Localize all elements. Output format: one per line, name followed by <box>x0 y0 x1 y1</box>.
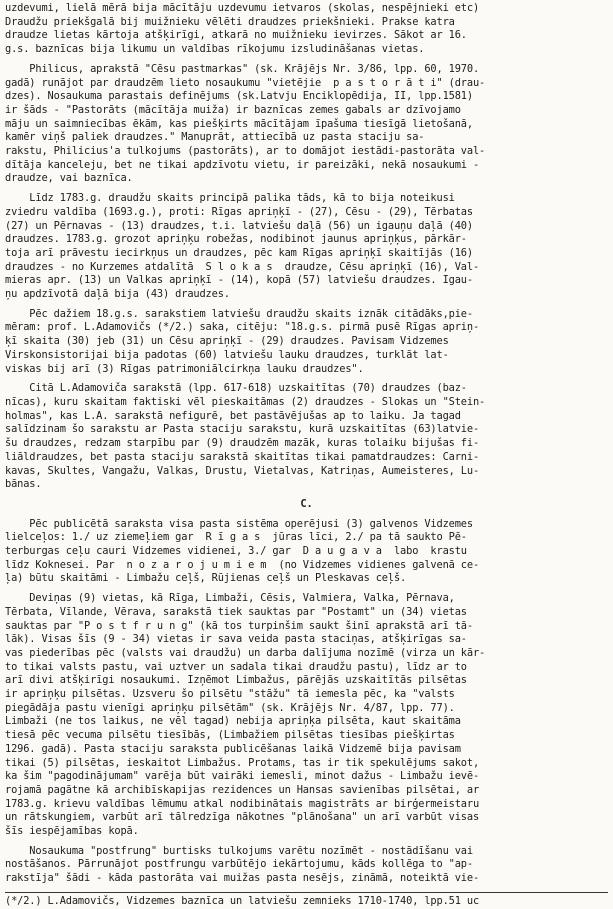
text-line: terburgas ceļu cauri Vidzemes vidienei, 3./ gar D a u g a v a labo krastu <box>5 545 467 558</box>
text-line: dītāja kanceleju, bet ne tikai apdzīvotu vietu, ir pareizāki, nekā nosaukumi - <box>5 158 480 171</box>
text-line: rakstīja" šādi - kāda pastorāta vai muižas pasta nesējs, zināmā, noteiktā vie- <box>5 872 480 885</box>
text-line: līdz Koknesei. Par n o z a r o j u m i e m (no Vidzemes vidienes galvenā ce- <box>5 558 480 571</box>
text-line: draudzes - no Kurzemes atdalītā S l o k a s draudze, Cēsu apriņķī (16), Val- <box>5 260 480 273</box>
text-line: sauktas par "P o s t f r u n g" (kā tos turpinšim saukt šinī aprakstā arī tā- <box>5 619 473 632</box>
text-line: ņu apdzīvotā daļā bija (43) draudzes. <box>5 288 230 301</box>
text-line: arī divi atšķirīgi nosaukumi. Izņēmot Limbažus, pārējās uzskaitītās pilsētas <box>5 674 467 687</box>
text-line: dzes). Nosaukuma parastais definējums (sk.Latvju Enciklopēdija, II, lpp.1581) <box>5 90 473 103</box>
text-line: Draudžu priekšgalā bij muižnieku vēlēti draudzes priekšnieki. Prakse katra <box>5 15 455 28</box>
text-line: mieras apr. (13) un Valkas apriņķī - (14), kopā (57) latviešu draudzes. Igau- <box>5 274 473 287</box>
text-line: tiesā pēc vecuma pilsētu tiesībās, (Limbažiem pilsētas tiesības piešķirtas <box>5 729 455 742</box>
text-line: nīcas), kuru skaitam faktiski vēl pieskaitāmas (2) draudzes - Slokas un "Stein- <box>5 395 486 408</box>
text-line: ķī skaita (30) jeb (31) un Cēsu apriņķī - (29) draudzes. Pavisam Vidzemes <box>5 335 449 348</box>
text-line: (27) un Pērnavas - (13) draudzes, t.i. latviešu daļā (56) un igauņu daļā (40) <box>5 219 473 232</box>
text-line: ir šāds - "Pastorāts (mācītāja muiža) ir baznīcas zemes gabals ar dzīvojamo <box>5 103 461 116</box>
text-line: zviedru valdība (1693.g.), proti: Rīgas apriņķī - (27), Cēsu - (29), Tērbatas <box>5 205 473 218</box>
text-line: salīdzinam šo sarakstu ar Pasta staciju sarakstu, kurā uzskaitītas (63)latvie- <box>5 423 480 436</box>
text-line: mēram: prof. L.Adamovičs (*/2.) saka, citēju: "18.g.s. pirmā pusē Rīgas apriņ- <box>5 321 480 334</box>
text-line: 1783.g. krievu valdības lēmumu atkal nodibinātais magistrāts ar birģermeistaru <box>5 797 480 810</box>
section-heading: C. <box>300 497 313 510</box>
text-line: Virskonsistorijai bija padotas (60) latviešu lauku draudzes, turklāt lat- <box>5 348 449 361</box>
text-line: kamēr viņš paliek draudzes." Manuprāt, attiecībā uz pasta staciju sa- <box>5 131 425 144</box>
paragraph-3 <box>5 192 608 302</box>
text-line: tikai (5) pilsētas, ieskaitot Limbažus. Protams, tas ir tik spekulējums sakot, <box>5 756 480 769</box>
footnote: (*/2.) L.Adamovičs, Vidzemes baznīca un latviešu zemnieks 1710-1740, lpp.51 uc <box>5 894 480 907</box>
text-line: draudzes. 1783.g. grozot apriņķu robežas, nodibinot jaunus apriņķus, pārkār- <box>5 233 467 246</box>
text-line: kavas, Skultes, Vangažu, Valkas, Drustu, Vietalvas, Katriņas, Aumeisteres, Lu- <box>5 464 480 477</box>
text-line: viskas bij arī (3) Rīgas patrimoniālcirkņa lauku draudzes". <box>5 362 364 375</box>
paragraph-2 <box>5 63 608 186</box>
text-line: rojamā pagātne kā archibīskapijas rezidences un Hansas savienības pilsētai, ar <box>5 783 480 796</box>
text-line: liāldraudzes, bet pasta staciju sarakstā skaitītas tikai pamatdraudzes: Carni- <box>5 450 480 463</box>
text-line: šīs iespējamības kopā. <box>5 825 139 838</box>
text-line: lāk). Visas šīs (9 - 34) vietas ir sava veida pasta staciņas, atšķirīgas sa- <box>5 633 467 646</box>
text-line: māju un saimniecības ēkām, kas piešķirts mācītājam īpašuma tiesīgā lietošanā, <box>5 117 473 130</box>
text-line: holmas", kas L.A. sarakstā nefigurē, bet pastāvējušas ap to laiku. Ja tagad <box>5 409 461 422</box>
text-line: piegādāja pastu vienīgi apriņķu pilsētām" (sk. Krājējs Nr. 4/87, lpp. 77). <box>5 701 455 714</box>
text-line: Pēc publicētā saraksta visa pasta sistēma operējusi (3) galvenos Vidzemes <box>5 517 473 530</box>
text-line: to tikai valsts pastu, vai uztver un sadala tikai draudžu pastu), līdz ar to <box>5 660 467 673</box>
text-line: Limbaži (ne tos laikus, ne vēl tagad) nebija apriņķa pilsēta, kaut skaitāma <box>5 715 461 728</box>
text-line: Nosaukuma "postfrung" burtisks tulkojums varētu nozīmēt - nostādīšanu vai <box>5 844 473 857</box>
footnote-divider <box>5 892 608 893</box>
text-line: Līdz 1783.g. draudžu skaits principā palika tāds, kā to bija noteikusi <box>5 192 455 205</box>
text-line: Philicus, aprakstā "Cēsu pastmarkas" (sk. Krājējs Nr. 3/86, lpp. 60, 1970. <box>5 62 480 75</box>
text-line: bānas. <box>5 478 42 491</box>
paragraph-6 <box>5 518 608 587</box>
text-line: g.s. baznīcas bija likumu un valdības rīkojumu izsludināšanas vietas. <box>5 43 425 56</box>
text-line: lielceļos: 1./ uz ziemeļiem gar R ī g a s jūras līci, 2./ pa tā saukto Pē- <box>5 531 467 544</box>
paragraph-5 <box>5 382 608 492</box>
text-line: Tērbata, Vīlande, Vērava, sarakstā tiek sauktas par "Postamt" un (34) vietas <box>5 605 467 618</box>
text-line: vas piederības pēc (valsts vai draudžu) un darba dalījuma nozīmē (virza un kār- <box>5 646 486 659</box>
text-line: uzdevumi, lielā mērā bija mācītāju uzdevumu ietvaros (skolas, nespējnieki etc) <box>5 2 480 14</box>
text-line: Pēc dažiem 18.g.s. sarakstiem latviešu draudžu skaits iznāk citādāks,pie- <box>5 307 473 320</box>
text-line: nostāšanos. Pārrunājot postfrungu varbūtējo iekārtojumu, kāds kollēga to "ap- <box>5 858 473 871</box>
text-line: ļa) būtu skaitāmi - Limbažu ceļš, Rūjienas ceļš un Pleskavas ceļš. <box>5 572 407 585</box>
text-line: Citā L.Adamoviča sarakstā (lpp. 617-618) uzskaitītas (70) draudzes (baz- <box>5 382 467 395</box>
text-line: Deviņas (9) vietas, kā Rīga, Limbaži, Cēsis, Valmiera, Valka, Pērnava, <box>5 592 455 605</box>
paragraph-1 <box>5 2 608 57</box>
text-line: rakstu, Philicius'a tulkojums (pastorāts), ar to domājot iestādi-pastorāta val- <box>5 145 486 158</box>
paragraph-7 <box>5 592 608 839</box>
text-line: toja arī prāvestu iecirkņus un draudzes, pēc kam Rīgas apriņķī skaitījās (16) <box>5 246 473 259</box>
text-line: 1296. gadā). Pasta staciju saraksta publicēšanas laikā Vidzemē bija pavisam <box>5 742 461 755</box>
text-line: ka šim "pagodinājumam" varēja būt vairāki iemesli, minot dažus - Limbažu ievē- <box>5 770 480 783</box>
text-line: draudze lietas kārtoja atšķirīgi, atkarā no muižnieku ievirzes. Sākot ar 16. <box>5 29 467 42</box>
text-line: un rātskungiem, varbūt arī tālredzīga nākotnes "plānošana" un arī varbūt visas <box>5 811 480 824</box>
text-line: ir apriņķu pilsētas. Uzsveru šo pilsētu "stāžu" tā iemesla pēc, ka "valsts <box>5 688 455 701</box>
text-line: gadā) runājot par draudzēm lieto nosaukumu "vietējie p a s t o r ā t i" (drau- <box>5 76 486 89</box>
paragraph-4 <box>5 308 608 377</box>
text-line: šu draudzes, redzam starpību par (9) draudzēm mazāk, kuras tolaiku bijušas fi- <box>5 437 480 450</box>
text-line: draudze, vai baznīca. <box>5 172 133 185</box>
